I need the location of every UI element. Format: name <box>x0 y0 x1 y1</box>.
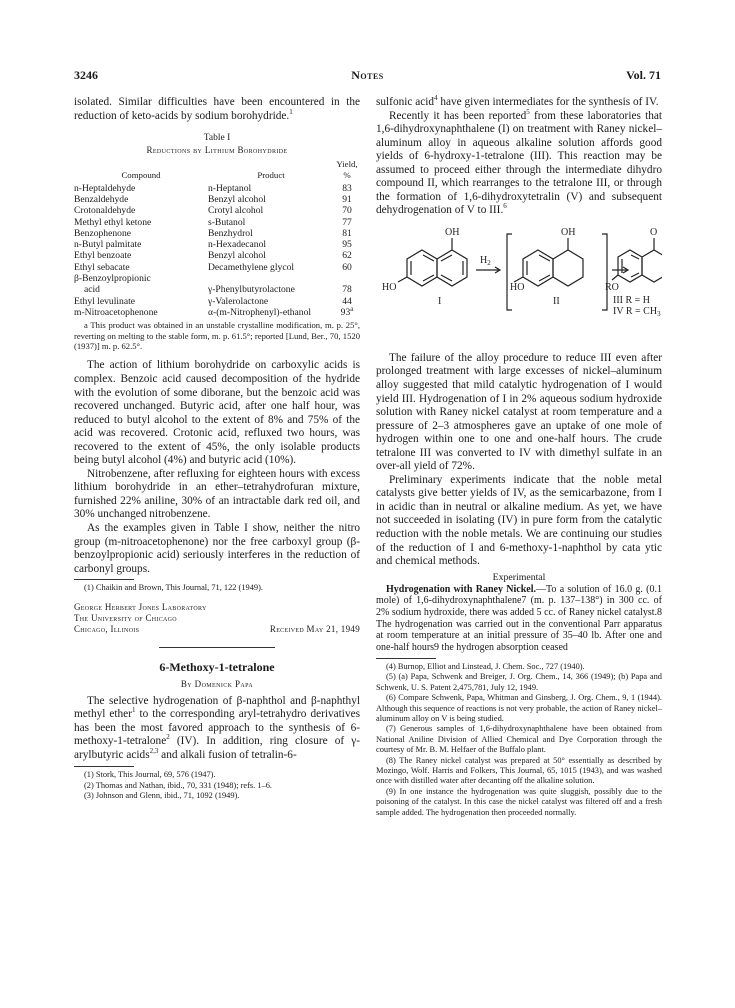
table-row <box>74 239 360 250</box>
table-row <box>74 307 360 318</box>
cell-compound: Methyl ethyl ketone <box>74 216 152 228</box>
table-row <box>74 250 360 261</box>
table-row <box>74 273 360 284</box>
reference: (6) Compare Schwenk, Papa, Whitman and Ginsberg, J. Org. Chem., 9, 1 (1944). Although this sequence of reactions is not very probable, the action of Raney nickel–aluminum alloy on V is being studied. <box>376 693 662 723</box>
article-paragraph: The selective hydrogenation of β-naphthol and β-naphthyl methyl ether$^1$ to the corresponding aryl-tetrahydro derivatives has been the most favored approach to the synthesis of 6-methoxy-1-tetralone$^2$ (IV). In addition, ring closure of γ-arylbutyric acids$^{2,3}$ and alkali fusion of tetralin-6- <box>74 694 360 761</box>
cell-product: γ-Phenylbutyrolactone <box>208 284 295 296</box>
cell-product: Crotyl alcohol <box>208 205 264 217</box>
experimental-paragraph: Hydrogenation with Raney Nickel.—To a solution of 16.0 g. (0.1 mole) of 1,6-dihydroxynaphthalene7 (m. p. 137–138°) in 300 cc. of 2% sodium hydroxide, there was added 5 cc. of Raney nickel catalyst.8 The hydrogenation was carried out in the conventional Parr apparatus at room temperature at an initial pressure of 35–40 lb. After one and one-half hours9 the hydrogen absorption ceased <box>376 583 662 654</box>
label-compound-ii: II <box>553 295 560 307</box>
cell-yield <box>334 273 360 284</box>
label-oh-ii: OH <box>561 226 576 238</box>
label-ho-ii: HO <box>510 281 525 293</box>
right-paragraph-2: The failure of the alloy procedure to reduce III even after prolonged treatment with large excesses of nickel–aluminum alloy suggested that mild catalytic hydrogenation of I would yield III. Hydrogenation of I in 2% aqueous sodium hydroxide solution with Raney nickel catalyst at room temperature and a pressure of 2–3 atmospheres gave an uptake of one mole of hydrogen within one to one and one-half hours. The crude tetralone III was converted to IV with dimethyl sulfate in an over-all yield of 72%. <box>376 351 662 473</box>
body-paragraph: Nitrobenzene, after refluxing for eighteen hours with excess lithium borohydride in an ether–tetrahydrofuran mixture, furnished 22% aniline, 30% of an intractable dark red oil, and 30% unchanged nitrobenzene. <box>74 467 360 521</box>
cell-yield: 60 <box>342 261 352 273</box>
reference: (4) Burnop, Elliot and Linstead, J. Chem. Soc., 727 (1940). <box>386 661 585 671</box>
running-header <box>74 68 661 84</box>
cell-compound: acid <box>84 284 100 296</box>
reference: (2) Thomas and Nathan, ibid., 70, 331 (1948); refs. 1–6. <box>84 780 273 790</box>
intro-paragraph: isolated. Similar difficulties have been encountered in the reduction of keto-acids by sodium borohydride.$^1$ <box>74 96 360 122</box>
table-footnote: a This product was obtained in an unstable crystalline modification, m. p. 25°, reverting on melting to the stable form, m. p. 61.5°; reported [Lund, Ber., 70, 1520 (1937)] m. p. 62.5°. <box>74 320 360 352</box>
label-compound-iii: III R = H <box>613 294 651 306</box>
cell-yield: 95 <box>342 239 352 251</box>
table-subcaption: Reductions by Lithium Borohydride <box>146 145 288 156</box>
table-row <box>74 217 360 228</box>
cell-yield: 93$^a$ <box>340 304 354 318</box>
compound-i-structure <box>398 238 467 286</box>
cell-compound: m-Nitroacetophenone <box>74 306 158 318</box>
cell-product: Benzhydrol <box>208 227 253 239</box>
experimental-heading: Experimental <box>492 571 546 583</box>
footnote-rule-3 <box>376 658 436 659</box>
table-row <box>74 296 360 307</box>
cell-product: s-Butanol <box>208 216 246 228</box>
table-row <box>74 205 360 216</box>
table-row <box>74 262 360 273</box>
cell-compound: Benzaldehyde <box>74 193 129 205</box>
footnote-rule-2 <box>74 766 134 767</box>
table-row <box>74 183 360 194</box>
cell-product: n-Hexadecanol <box>208 239 267 251</box>
cell-yield: 91 <box>342 193 352 205</box>
cell-yield: 83 <box>342 182 352 194</box>
compound-iii-iv-structure <box>612 238 662 282</box>
label-compound-i: I <box>438 295 442 307</box>
cell-yield: 77 <box>342 216 352 228</box>
reference: (9) In one instance the hydrogenation was quite sluggish, possibly due to the poisoning of the catalyst. In this case the nickel catalyst was filtered off and a fresh sample added. The hydrogenation then proceeded normally. <box>376 786 662 817</box>
cell-yield: 81 <box>342 227 352 239</box>
body-paragraph: As the examples given in Table I show, neither the nitro group (m-nitroacetophenone) nor the free carboxyl group (β-benzoylpropionic acid) seriously interferes in the reduction of carbonyl groups. <box>74 522 360 575</box>
cell-yield: 44 <box>342 295 352 307</box>
cell-compound: β-Benzoylpropionic <box>74 273 151 285</box>
cell-product: Benzyl alcohol <box>208 193 266 205</box>
reference: (7) Generous samples of 1,6-dihydroxynaphthalene have been obtained from National Aniline Division of Allied Chemical and Dye Corporation through the courtesy of Mr. B. M. Helfaer of the Buffalo plant. <box>376 724 662 755</box>
volume-label: Vol. 71 <box>626 68 661 82</box>
article-title: 6-Methoxy-1-tetralone <box>159 659 275 674</box>
reductions-table <box>74 158 360 318</box>
cell-compound: n-Heptaldehyde <box>74 182 136 194</box>
table-row <box>74 228 360 239</box>
table-row <box>74 284 360 295</box>
right-paragraph-1: Recently it has been reported$^5$ from these laboratories that 1,6-dihydroxynaphthalene (I) on treatment with Raney nickel–aluminum alloy in aqueous alkaline solution affords good yields of 6-hydroxy-1-tetralone (III). This reaction may be assumed to proceed either through the intermediate dihydro compound II, which rearranges to the tetralone III, or through the formation of 1,6-dihydroxytetralin (V) and subsequent dehydrogenation of V to III.$^6$ <box>376 107 663 217</box>
col-product: Product <box>257 170 285 181</box>
body-paragraph: The action of lithium borohydride on carboxylic acids is complex. Benzoic acid caused decomposition of the hydride with the evolution of some diborane, but the benzoic acid was recovered unchanged. Butyric acid, after one half hour, was reduced to butyl alcohol to the extent of 8% and 75% of the acid was recovered. Crotonic acid, refluxed two hours, was recovered to the extent of 45%, the only isolable products being butyl alcohol (4%) and butyric acid (10%). <box>74 359 360 467</box>
cell-compound: n-Butyl palmitate <box>74 239 142 251</box>
received-date: Received May 21, 1949 <box>269 623 360 634</box>
footnote-rule <box>74 579 134 580</box>
reference: (8) The Raney nickel catalyst was prepared at 50° essentially as described by Mozingo, Wolf. Harris and Folkers, This Journal, 65, 1015 (1943), and was washed once with distilled water after decanting off the alkaline solution. <box>376 755 662 786</box>
address-block: George Herbert Jones Laboratory The University of Chicago Chicago, Illinois Received May 21, 1949 <box>74 601 360 634</box>
col-compound: Compound <box>121 170 161 181</box>
cell-product: Benzyl alcohol <box>208 250 266 262</box>
left-column <box>74 96 360 802</box>
table-caption: Table I <box>203 133 231 144</box>
cell-product: γ-Valerolactone <box>208 295 269 307</box>
cell-compound: Ethyl benzoate <box>74 250 132 262</box>
table-row <box>74 194 360 205</box>
label-o: O <box>650 226 658 238</box>
compound-ii-structure <box>514 238 583 286</box>
cell-compound: Crotonaldehyde <box>74 205 136 217</box>
article-byline: By Domenick Papa <box>180 678 254 689</box>
reference: (3) Johnson and Glenn, ibid., 71, 1092 (1949). <box>84 791 240 801</box>
reaction-scheme <box>376 224 662 348</box>
cell-product <box>208 273 334 284</box>
col-yield: Yield, % <box>336 159 358 181</box>
cell-product: Decamethylene glycol <box>208 261 295 273</box>
reference: (5) (a) Papa, Schwenk and Breiger, J. Org. Chem., 14, 366 (1949); (b) Papa and Schwenk, U. S. Patent 2,475,781, July 12, 1949. <box>376 672 662 692</box>
cell-yield: 78 <box>342 284 352 296</box>
article-separator <box>159 647 275 648</box>
reference-1: (1) Chaikin and Brown, This Journal, 71, 122 (1949). <box>84 583 263 593</box>
reference: (1) Stork, This Journal, 69, 576 (1947). <box>84 770 216 780</box>
cell-yield: 62 <box>342 250 352 262</box>
cell-product: n-Heptanol <box>208 182 252 194</box>
section-title: Notes <box>351 68 384 82</box>
right-paragraph-3: Preliminary experiments indicate that the noble metal catalysts give better yields of IV, as the semicarbazone, from I in acidic than in neutral or alkaline medium. As yet, we have not succeeded in isolating (IV) in pure form from the catalytic reduction with the noble metals. We are continuing our studies of the reduction of I and 6-methoxy-1-naphthol by cata ytic and chemical methods. <box>376 473 662 568</box>
cell-product: α-(m-Nitrophenyl)-ethanol <box>208 306 312 318</box>
label-oh-i: OH <box>445 226 460 238</box>
cell-compound: Benzophenone <box>74 227 132 239</box>
page-number: 3246 <box>74 68 98 82</box>
label-h2: $H_2$ <box>480 254 491 267</box>
cell-compound: Ethyl sebacate <box>74 261 130 273</box>
reaction-scheme-svg <box>376 224 662 348</box>
label-compound-iv: IV $R = CH_3$ <box>613 305 661 318</box>
right-column <box>376 96 662 818</box>
table-1 <box>74 132 360 351</box>
right-paragraph-0: sulfonic acid$^4$ have given intermediates for the synthesis of IV. <box>376 94 659 108</box>
label-ho-i: HO <box>382 281 397 293</box>
label-ro: RO <box>605 281 619 293</box>
cell-compound: Ethyl levulinate <box>74 295 136 307</box>
cell-yield: 70 <box>342 205 352 217</box>
